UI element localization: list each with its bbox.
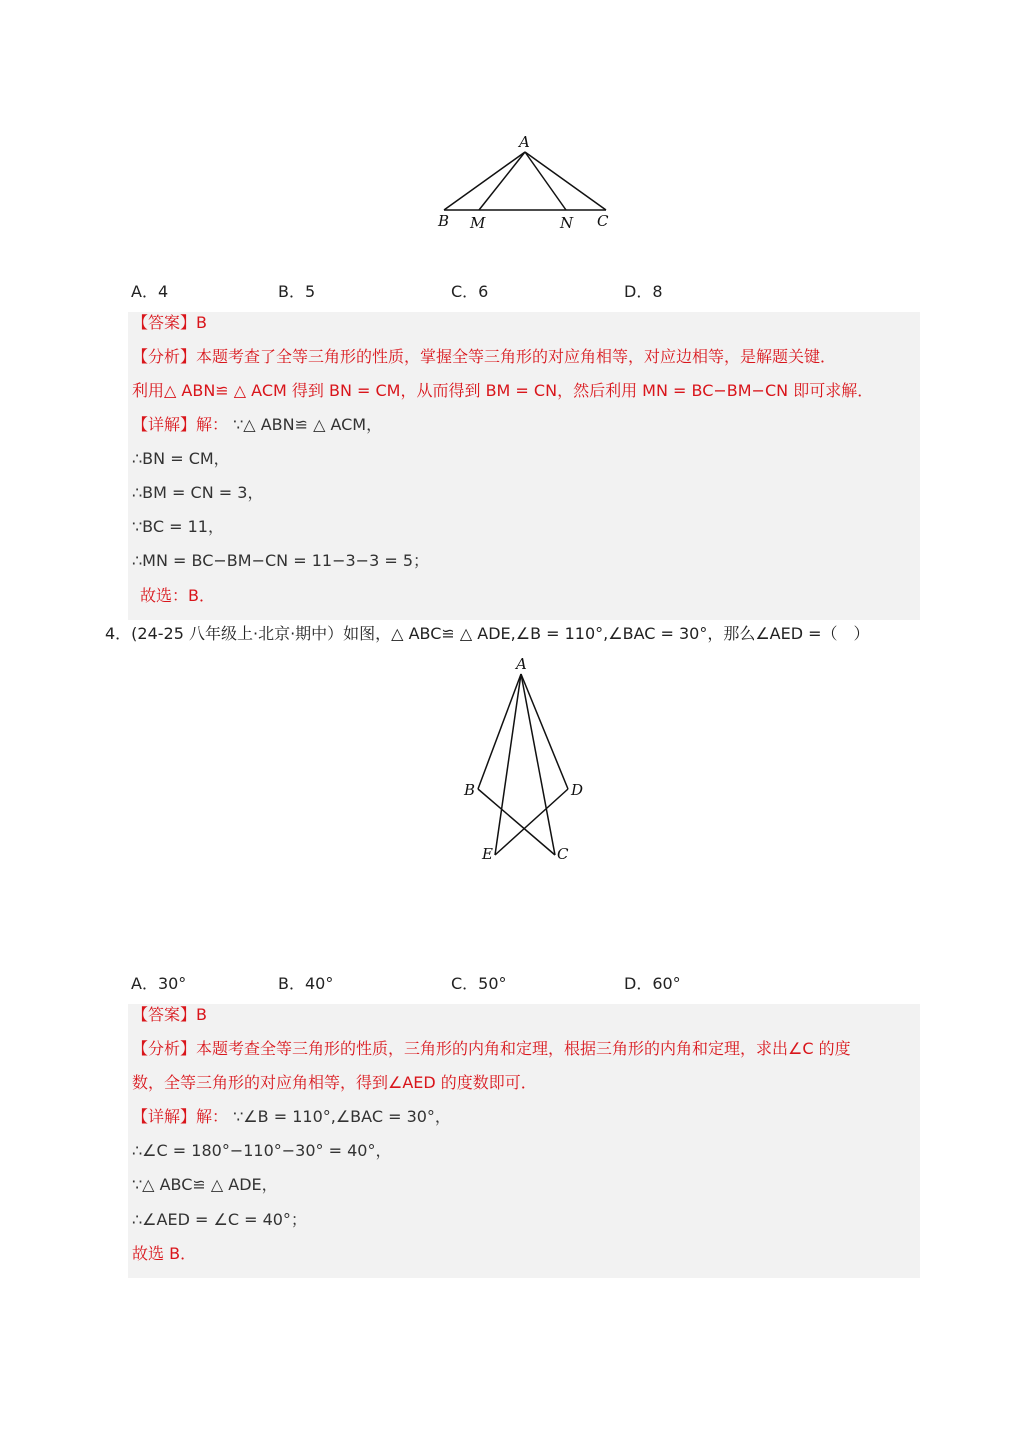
label-a2: A bbox=[516, 655, 527, 673]
q4-answer-value: B bbox=[196, 1005, 207, 1024]
q4-answer-tag: 【答案】 bbox=[132, 1005, 197, 1024]
q4-analysis-tag: 【分析】 bbox=[132, 1039, 197, 1058]
q3-step-2: ∴BM = CN = 3， bbox=[132, 483, 264, 502]
q4-detail-line bbox=[132, 1106, 916, 1128]
q4-analysis-line-1 bbox=[132, 1038, 916, 1060]
q4-option-a: A．30° bbox=[131, 974, 187, 993]
label-c: C bbox=[597, 212, 609, 230]
q4-step-2: ∵△ ABC≌ △ ADE， bbox=[132, 1175, 278, 1194]
q4-detail-tag: 【详解】 bbox=[132, 1107, 197, 1126]
q3-detail-tag: 【详解】 bbox=[132, 415, 197, 434]
label-d2: D bbox=[571, 781, 584, 799]
q3-analysis-line-2: 利用△ ABN≌ △ ACM 得到 BN = CM，从而得到 BM = CN，然后利用 MN = BC−BM−CN 即可求解． bbox=[132, 381, 874, 400]
q3-answer-tag: 【答案】 bbox=[132, 313, 197, 332]
q4-option-b: B．40° bbox=[278, 974, 334, 993]
q4-analysis-line-2: 数，全等三角形的对应角相等，得到∠AED 的度数即可． bbox=[132, 1073, 537, 1092]
q3-analysis-text-1: 本题考查了全等三角形的性质，掌握全等三角形的对应角相等，对应边相等，是解题关键． bbox=[196, 347, 837, 366]
q4-step-3: ∴∠AED = ∠C = 40°； bbox=[132, 1210, 307, 1229]
q3-analysis-line-1 bbox=[132, 346, 916, 368]
q3-option-b: B．5 bbox=[278, 282, 316, 301]
q3-step-4: ∴MN = BC−BM−CN = 11−3−3 = 5； bbox=[132, 551, 430, 570]
q3-final: 故选：B． bbox=[140, 586, 215, 605]
q4-detail-first: ∵∠B = 110°,∠BAC = 30°， bbox=[233, 1107, 451, 1126]
q3-step-1: ∴BN = CM， bbox=[132, 449, 230, 468]
q3-step-3: ∵BC = 11， bbox=[132, 517, 224, 536]
q3-option-d: D．8 bbox=[624, 282, 663, 301]
q4-option-c: C．50° bbox=[451, 974, 507, 993]
q4-answer-box bbox=[128, 1004, 920, 1278]
label-b: B bbox=[438, 212, 450, 230]
q3-answer-value: B bbox=[196, 313, 207, 332]
q3-detail-intro: 解： bbox=[196, 415, 229, 434]
q4-step-1: ∴∠C = 180°−110°−30° = 40°， bbox=[132, 1141, 392, 1160]
label-b2: B bbox=[464, 781, 476, 799]
q3-option-a: A．4 bbox=[131, 282, 169, 301]
q3-analysis-tag: 【分析】 bbox=[132, 347, 197, 366]
q3-answer-line bbox=[132, 312, 916, 334]
figure-congruent-triangles bbox=[455, 652, 595, 867]
q4-detail-intro: 解： bbox=[196, 1107, 229, 1126]
q3-detail-line bbox=[132, 414, 916, 436]
q4-option-d: D．60° bbox=[624, 974, 681, 993]
q4-final: 故选 B． bbox=[132, 1244, 197, 1263]
label-a: A bbox=[519, 133, 530, 151]
q4-answer-line bbox=[132, 1004, 916, 1026]
q4-analysis-text-1: 本题考查全等三角形的性质，三角形的内角和定理，根据三角形的内角和定理，求出∠C 的度 bbox=[196, 1039, 851, 1058]
q3-option-c: C．6 bbox=[451, 282, 489, 301]
label-m: M bbox=[470, 214, 486, 232]
q3-answer-box bbox=[128, 312, 920, 620]
q4-question: 4．(24-25 八年级上·北京·期中）如图，△ ABC≌ △ ADE,∠B = 110°,∠BAC = 30°，那么∠AED =（ ） bbox=[105, 624, 870, 643]
figure-triangle-abmnc bbox=[430, 130, 630, 235]
q3-detail-first: ∵△ ABN≌ △ ACM， bbox=[233, 415, 383, 434]
label-e2: E bbox=[482, 845, 493, 863]
label-n: N bbox=[560, 214, 574, 232]
label-c2: C bbox=[557, 845, 569, 863]
